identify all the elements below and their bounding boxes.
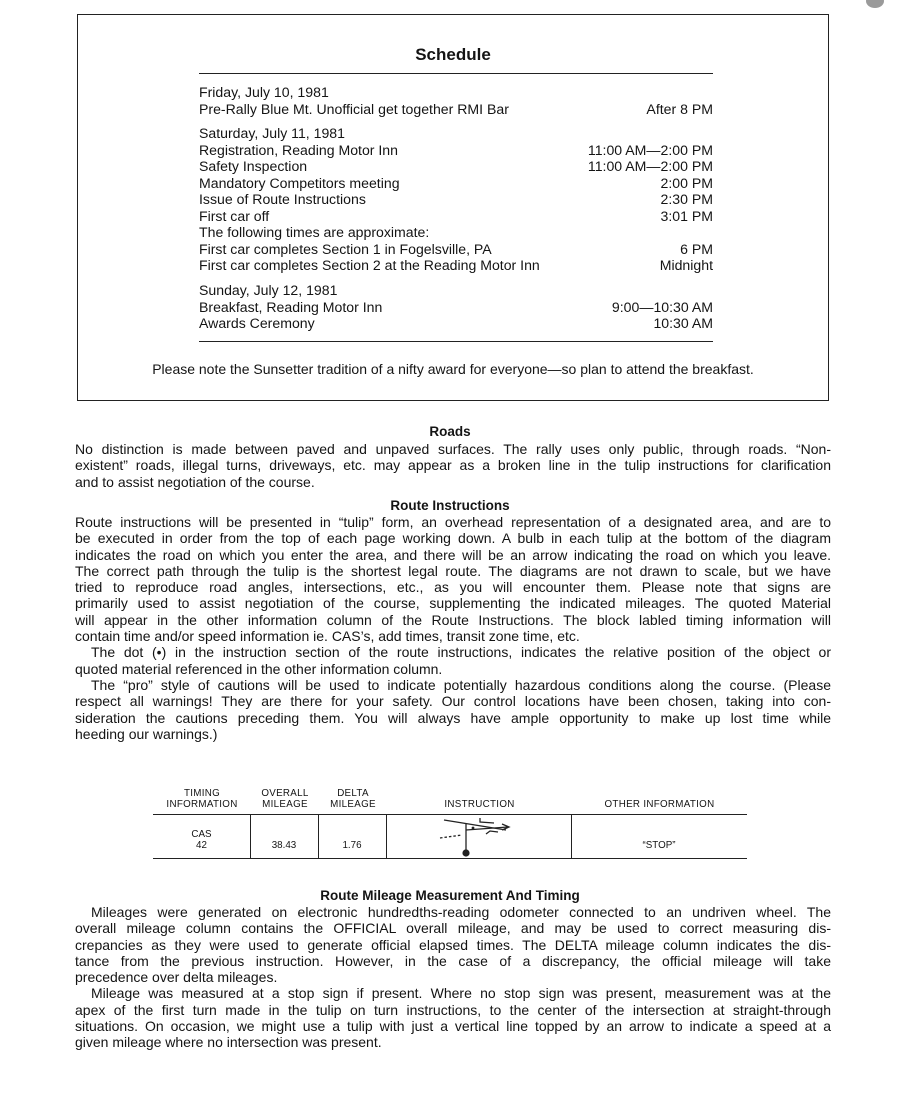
header-instruction: INSTRUCTION [444, 799, 515, 810]
route-heading: Route Instructions [390, 498, 510, 513]
schedule-event: Registration, Reading Motor Inn [199, 141, 398, 158]
schedule-row [199, 224, 713, 241]
text-line: existent” roads, illegal turns, driveways, etc. may appear as a broken line in the tulip instructions for clarification [75, 457, 831, 474]
header-text: TIMING [183, 788, 221, 799]
mileage-heading: Route Mileage Measurement And Timing [320, 888, 580, 903]
tulip-bulb [462, 849, 469, 856]
schedule-event: Mandatory Competitors meeting [199, 174, 400, 191]
cell-delta: 1.76 [342, 840, 362, 851]
text-line: Mileages were generated on electronic hundredths-reading odometer connected to an undriven wheel. The [91, 904, 831, 920]
text-line: and to assist negotiation of the course. [75, 473, 315, 490]
schedule-row [199, 315, 713, 332]
header-delta [319, 788, 387, 810]
text-line: contain time and/or speed information ie. CAS’s, add times, transit zone time, etc. [75, 628, 580, 645]
schedule-time: Midnight [659, 257, 713, 273]
schedule-time: 11:00 AM—2:00 PM [587, 158, 713, 174]
text-line: primarily used to assist negotiation of the course, supplementing the indicated mileages. The quoted Material [75, 595, 831, 612]
schedule-time: 2:30 PM [660, 191, 713, 207]
example-instruction-table [153, 786, 747, 862]
text-line: respect all warnings! They are there for your safety. Our control locations have been chosen, taking into con- [75, 693, 831, 710]
schedule-note: Please note the Sunsetter tradition of a nifty award for everyone—so plan to attend the breakfast. [152, 361, 754, 377]
text-line: Route instructions will be presented in “tulip” form, an overhead representation of a designated area, and are to [75, 514, 831, 530]
header-text: INFORMATION [166, 799, 238, 810]
cell-text-line: 42 [196, 840, 207, 851]
schedule-bottom-rule [199, 341, 713, 342]
roads-paragraph [75, 441, 831, 490]
table-col-divider [250, 814, 251, 858]
schedule-event: The following times are approximate: [199, 224, 430, 240]
schedule-title: Schedule [415, 45, 491, 64]
text-line: overall mileage column contains the OFFICIAL overall mileage, and may be used to correct measuring dis- [75, 920, 831, 937]
schedule-row [199, 175, 713, 192]
text-line: sideration the cautions preceding them. You will always have ample opportunity to make up lost time while [75, 709, 831, 726]
schedule-saturday [199, 125, 713, 274]
table-bottom-rule [153, 858, 747, 859]
mileage-paragraph [75, 904, 831, 1051]
schedule-date: Sunday, July 12, 1981 [199, 282, 338, 298]
schedule-row [199, 208, 713, 225]
schedule-event: First car completes Section 2 at the Reading Motor Inn [199, 257, 540, 273]
schedule-time: After 8 PM [646, 100, 713, 117]
corner-punch-mark [866, 0, 884, 8]
schedule-time: 2:00 PM [660, 174, 713, 191]
schedule-event: Pre-Rally Blue Mt. Unofficial get together RMI Bar [199, 100, 509, 117]
schedule-row [199, 257, 713, 274]
table-col-divider [318, 814, 319, 858]
text-line: The “pro” style of cautions will be used to indicate potentially hazardous conditions along the course. (Please [91, 676, 831, 693]
header-overall [251, 788, 319, 810]
header-text: OVERALL [261, 788, 309, 799]
header-text: MILEAGE [262, 799, 308, 810]
table-col-divider [386, 814, 387, 858]
tulip-diagram-icon [436, 816, 516, 858]
header-text: DELTA [337, 788, 369, 799]
schedule-event: Breakfast, Reading Motor Inn [199, 298, 383, 315]
text-line: No distinction is made between paved and unpaved surfaces. The rally uses only public, through roads. “Non- [75, 441, 831, 457]
schedule-date: Friday, July 10, 1981 [199, 84, 329, 100]
schedule-row [199, 101, 713, 118]
schedule-event: First car completes Section 1 in Fogelsville, PA [199, 240, 492, 257]
schedule-time: 6 PM [680, 240, 713, 257]
tulip-broken-road [440, 835, 462, 838]
tulip-road-line [444, 820, 506, 830]
schedule-friday [199, 84, 713, 117]
text-line: heeding our warnings.) [75, 725, 218, 742]
route-paragraph [75, 514, 831, 742]
schedule-row [199, 191, 713, 208]
schedule-time: 9:00—10:30 AM [611, 298, 713, 315]
text-line: The dot (•) in the instruction section of the route instructions, indicates the relative position of the object or [91, 644, 831, 661]
text-line: indicates the road on which you enter the area, and there will be an arrow indicating the road on which you leave. [75, 546, 831, 563]
header-timing [153, 788, 251, 810]
tulip-road-line [486, 831, 498, 834]
schedule-event: Awards Ceremony [199, 315, 315, 331]
text-line: apex of the first turn made in the tulip on turn instructions, to the center of the intersection at straight-through [75, 1001, 831, 1018]
table-col-divider [571, 814, 572, 858]
text-line: tance from the previous instruction. However, in the case of a discrepancy, the official mileage will take [75, 952, 831, 969]
header-other: OTHER INFORMATION [604, 799, 715, 810]
schedule-top-rule [199, 73, 713, 74]
schedule-time: 3:01 PM [660, 207, 713, 224]
header-text: MILEAGE [330, 799, 376, 810]
table-header-rule [153, 814, 747, 815]
cell-timing [153, 829, 250, 851]
schedule-event: First car off [199, 207, 270, 224]
text-line: quoted material referenced in the other information column. [75, 660, 443, 677]
text-line: situations. On occasion, we might use a tulip with just a vertical line topped by an arrow to indicate a speed at a [75, 1018, 831, 1035]
schedule-event: Issue of Route Instructions [199, 191, 366, 207]
schedule-sunday [199, 282, 713, 332]
text-line: Mileage was measured at a stop sign if present. Where no stop sign was present, measurement was at the [91, 985, 831, 1002]
schedule-row [199, 299, 713, 316]
text-line: tried to reproduce road angles, intersections, etc., as you will encounter them. Please note that signs are [75, 579, 831, 596]
roads-heading: Roads [429, 424, 471, 439]
text-line: precedence over delta mileages. [75, 969, 278, 986]
schedule-row [199, 158, 713, 175]
schedule-time: 10:30 AM [653, 315, 713, 331]
schedule-date: Saturday, July 11, 1981 [199, 125, 345, 141]
cell-other: “STOP” [642, 840, 676, 851]
cell-overall: 38.43 [271, 840, 297, 851]
cell-text-line: CAS [191, 829, 212, 840]
text-line: crepancies as they were used to generate official elapsed times. The DELTA mileage column indicates the dis- [75, 936, 831, 953]
text-line: be executed in order from the top of each page working down. A bulb in each tulip at the bottom of the diagram [75, 530, 831, 547]
schedule-event: Safety Inspection [199, 158, 308, 174]
schedule-row [199, 241, 713, 258]
schedule-row [199, 142, 713, 159]
text-line: will appear in the other information column of the Route Instructions. The block labled timing information will [75, 611, 831, 628]
schedule-time: 11:00 AM—2:00 PM [587, 141, 713, 158]
schedule-box [77, 14, 829, 401]
text-line: The correct path through the tulip is the shortest legal route. The diagrams are not drawn to scale, but we have [75, 562, 831, 579]
tulip-stop-marker [480, 818, 494, 823]
tulip-dot [472, 827, 475, 830]
text-line: given mileage where no intersection was present. [75, 1034, 382, 1051]
